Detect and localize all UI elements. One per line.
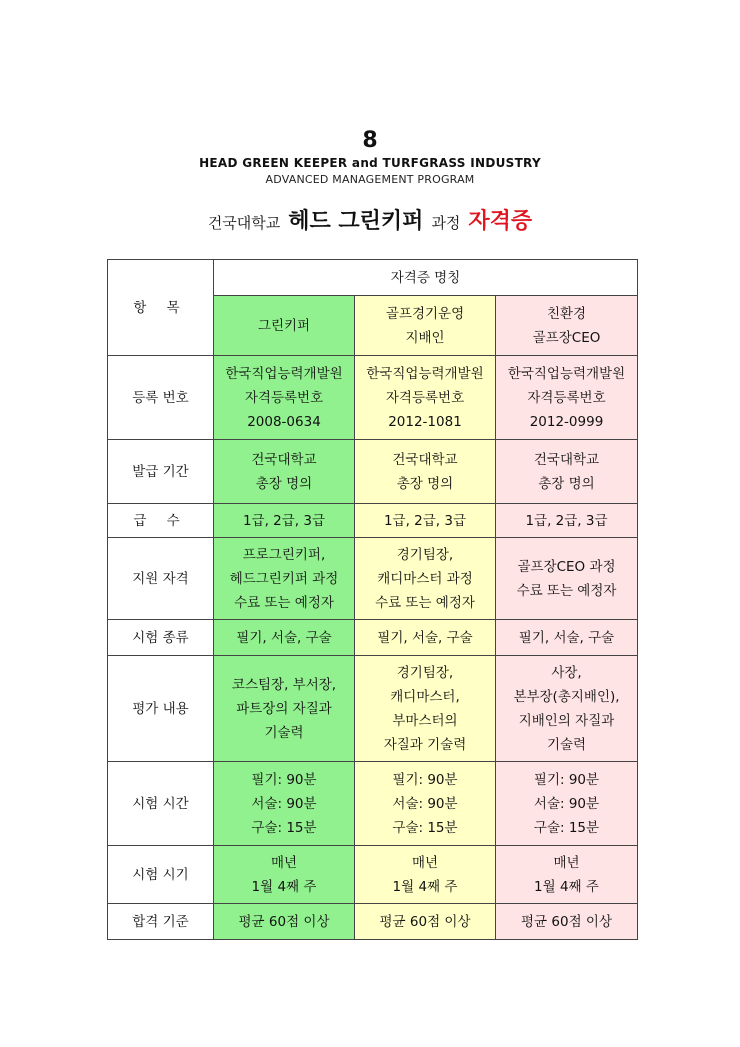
cell-ceo — [496, 356, 638, 440]
cell-text-line: 자격등록번호 — [527, 389, 606, 406]
cell-manager — [355, 656, 496, 762]
cell-text-line: 한국직업능력개발원 — [507, 365, 626, 382]
row-label: 발급 기간 — [132, 463, 189, 480]
cell-text-line: 1급, 2급, 3급 — [242, 512, 326, 529]
cell-text-line: 필기: 90분 — [392, 771, 458, 788]
cell-text-line: 1급, 2급, 3급 — [383, 512, 467, 529]
column-header-greenkeeper — [214, 296, 355, 356]
row-label: 시험 종류 — [132, 629, 189, 646]
cell-manager — [355, 846, 496, 904]
cell-text-line: 구술: 15분 — [533, 819, 600, 836]
cell-text-line: 2012-1081 — [388, 413, 462, 430]
cell-text-line: 서술: 90분 — [533, 795, 600, 812]
table-row — [108, 846, 638, 904]
table-row — [108, 504, 638, 538]
cell-text-line: 건국대학교 — [251, 451, 317, 468]
cell-text-line: 1급, 2급, 3급 — [525, 512, 608, 529]
heading-prefix: 건국대학교 — [207, 214, 281, 232]
group-header-cell — [214, 260, 638, 296]
cell-text-line: 필기, 서술, 구술 — [518, 629, 615, 646]
row-label: 평가 내용 — [132, 700, 189, 717]
cell-text-line: 자격등록번호 — [244, 389, 324, 406]
cell-ceo — [496, 504, 638, 538]
cell-manager — [355, 904, 496, 940]
cell-greenkeeper — [214, 504, 355, 538]
cell-text-line: 건국대학교 — [392, 451, 458, 468]
cell-ceo — [496, 904, 638, 940]
cell-text-line: 1월 4째 주 — [534, 878, 599, 895]
cell-text-line: 1월 4째 주 — [251, 878, 317, 895]
group-header: 자격증 명칭 — [390, 269, 461, 286]
cell-text-line: 기술력 — [546, 736, 587, 753]
cell-text-line: 코스팀장, 부서장, — [231, 676, 337, 693]
cell-text-line: 캐디마스터, — [390, 688, 460, 705]
cell-text-line: 총장 명의 — [538, 475, 595, 492]
cell-text-line: 매년 — [270, 854, 298, 871]
cell-text-line: 필기, 서술, 구술 — [236, 629, 332, 646]
cell-text-line: 총장 명의 — [396, 475, 454, 492]
cell-text-line: 수료 또는 예정자 — [516, 582, 617, 599]
document-heading — [0, 204, 740, 235]
cell-text-line: 기술력 — [264, 724, 304, 741]
table-row — [108, 762, 638, 846]
cell-text-line: 한국직업능력개발원 — [225, 365, 343, 382]
item-header-cell — [108, 260, 214, 356]
cell-text-line: 2012-0999 — [529, 413, 604, 430]
cell-text-line: 평균 60점 이상 — [379, 913, 471, 930]
cell-text-line: 구술: 15분 — [392, 819, 458, 836]
row-label-cell — [108, 356, 214, 440]
row-label-cell — [108, 620, 214, 656]
cell-text-line: 부마스터의 — [392, 712, 458, 729]
cell-text-line: 사장, — [551, 664, 582, 681]
row-label: 급 수 — [133, 512, 188, 529]
item-header: 항 목 — [133, 299, 188, 316]
cell-text-line: 지배인의 자질과 — [518, 712, 615, 729]
table-row — [108, 656, 638, 762]
row-label-cell — [108, 762, 214, 846]
cell-text-line: 서술: 90분 — [251, 795, 317, 812]
column-header-ceo — [496, 296, 638, 356]
cell-greenkeeper — [214, 904, 355, 940]
cell-text-line: 필기: 90분 — [251, 771, 317, 788]
cell-text-line: 골프장CEO 과정 — [517, 558, 616, 575]
cell-text-line: 수료 또는 예정자 — [234, 594, 334, 611]
table-row — [108, 904, 638, 940]
cell-text-line: 한국직업능력개발원 — [366, 365, 484, 382]
column-header-manager — [355, 296, 496, 356]
column-header-line: 지배인 — [405, 329, 445, 346]
cell-text-line: 매년 — [553, 854, 580, 871]
table-row — [108, 620, 638, 656]
cell-greenkeeper — [214, 356, 355, 440]
row-label: 합격 기준 — [132, 913, 189, 930]
cell-greenkeeper — [214, 440, 355, 504]
cell-ceo — [496, 440, 638, 504]
cell-ceo — [496, 762, 638, 846]
cell-text-line: 프로그린키퍼, — [242, 546, 326, 563]
cell-text-line: 구술: 15분 — [251, 819, 317, 836]
cell-text-line: 총장 명의 — [255, 475, 313, 492]
cell-manager — [355, 538, 496, 620]
heading-highlight: 자격증 — [468, 209, 533, 234]
cell-greenkeeper — [214, 538, 355, 620]
column-header-line: 골프장CEO — [532, 329, 601, 346]
cell-greenkeeper — [214, 620, 355, 656]
cell-ceo — [496, 538, 638, 620]
cell-ceo — [496, 620, 638, 656]
cell-greenkeeper — [214, 656, 355, 762]
row-label-cell — [108, 504, 214, 538]
cell-text-line: 필기, 서술, 구술 — [377, 629, 473, 646]
cell-text-line: 2008-0634 — [247, 413, 321, 430]
cell-text-line: 헤드그린키퍼 과정 — [229, 570, 339, 587]
heading-main: 헤드 그린키퍼 — [288, 209, 424, 234]
row-label: 시험 시기 — [132, 866, 189, 883]
row-label-cell — [108, 846, 214, 904]
cell-text-line: 수료 또는 예정자 — [375, 594, 475, 611]
table-row — [108, 440, 638, 504]
cell-ceo — [496, 656, 638, 762]
cell-manager — [355, 620, 496, 656]
cell-manager — [355, 762, 496, 846]
column-header-line: 친환경 — [546, 305, 587, 322]
row-label-cell — [108, 538, 214, 620]
heading-middle: 과정 — [431, 214, 461, 232]
cell-text-line: 건국대학교 — [533, 451, 600, 468]
row-label-cell — [108, 656, 214, 762]
cell-text-line: 1월 4째 주 — [392, 878, 458, 895]
cell-greenkeeper — [214, 762, 355, 846]
cell-text-line: 경기팀장, — [396, 546, 454, 563]
table-row — [108, 356, 638, 440]
cell-text-line: 캐디마스터 과정 — [377, 570, 473, 587]
column-header-line: 골프경기운영 — [385, 305, 465, 322]
cell-greenkeeper — [214, 846, 355, 904]
page-number: 8 — [362, 128, 378, 153]
cell-text-line: 필기: 90분 — [533, 771, 600, 788]
table-row — [108, 538, 638, 620]
cell-text-line: 본부장(총지배인), — [513, 688, 620, 705]
row-label-cell — [108, 440, 214, 504]
cell-manager — [355, 440, 496, 504]
cell-ceo — [496, 846, 638, 904]
cell-text-line: 경기팀장, — [396, 664, 454, 681]
column-header-line: 그린키퍼 — [257, 317, 311, 334]
row-label: 등록 번호 — [132, 389, 189, 406]
program-title-en: HEAD GREEN KEEPER and TURFGRASS INDUSTRY — [199, 156, 541, 170]
certificate-table — [107, 259, 638, 940]
row-label: 시험 시간 — [132, 795, 189, 812]
cell-manager — [355, 356, 496, 440]
cell-manager — [355, 504, 496, 538]
cell-text-line: 서술: 90분 — [392, 795, 458, 812]
cell-text-line: 평균 60점 이상 — [521, 913, 612, 930]
row-label-cell — [108, 904, 214, 940]
cell-text-line: 매년 — [411, 854, 439, 871]
cell-text-line: 파트장의 자질과 — [236, 700, 332, 717]
cell-text-line: 평균 60점 이상 — [238, 913, 330, 930]
program-subtitle-en: ADVANCED MANAGEMENT PROGRAM — [265, 173, 475, 186]
cell-text-line: 자격등록번호 — [385, 389, 465, 406]
row-label: 지원 자격 — [132, 570, 189, 587]
cell-text-line: 자질과 기술력 — [383, 736, 467, 753]
